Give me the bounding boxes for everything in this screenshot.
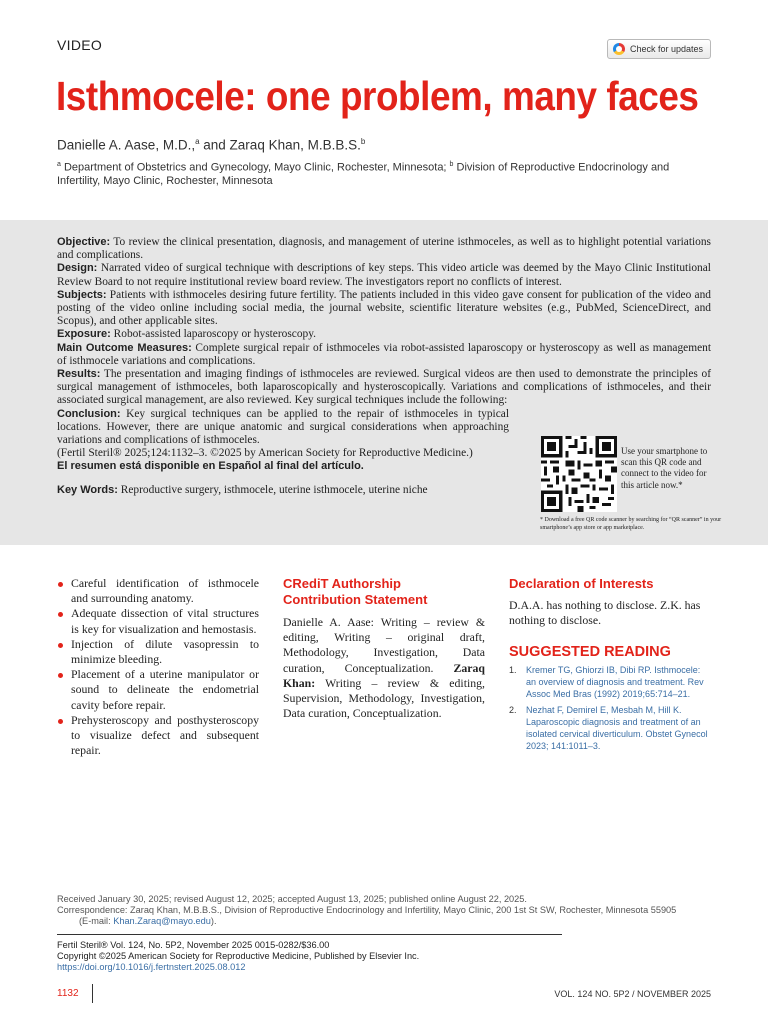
affil-b-marker: b — [449, 161, 454, 168]
check-for-updates-button[interactable] — [607, 39, 711, 59]
abstract-conclusion — [57, 408, 509, 448]
credit-column — [283, 576, 485, 721]
suggested-reading-heading: SUGGESTED READING — [509, 643, 671, 660]
technique-item: Prehysteroscopy and posthysteroscopy to visualize defect and subsequent repair. — [57, 713, 259, 759]
email-label: (E-mail: — [79, 916, 114, 926]
author-1: Danielle A. Aase, M.D., — [57, 137, 196, 153]
section-label: VIDEO — [57, 37, 103, 53]
subjects-text: Patients with isthmoceles desiring future fertility. The patients included in this video gave consent for publication of the video and posting of the video online including social media, the journal website, scientific literature websites (e.g., PubMed, ScienceDirect, and Scopus), and other applicable sites. — [57, 288, 711, 328]
conclusion-label: Conclusion: — [57, 407, 121, 420]
credit-heading-line2: Contribution Statement — [283, 591, 428, 607]
credit-heading — [283, 576, 485, 607]
technique-item: Placement of a uterine manipulator or sound to delineate the endometrial cavity before repair. — [57, 667, 259, 713]
page-number-divider — [92, 984, 93, 1003]
volume-info: VOL. 124 NO. 5P2 / NOVEMBER 2025 — [554, 989, 711, 999]
check-for-updates-label: Check for updates — [630, 44, 704, 54]
received-dates: Received January 30, 2025; revised August 12, 2025; accepted August 13, 2025; published online August 22, 2025. — [57, 894, 527, 904]
qr-footnote: * Download a free QR code scanner by searching for “QR scanner” in your smartphone’s app store or app marketplace. — [540, 517, 722, 531]
article-title: Isthmocele: one problem, many faces — [56, 73, 699, 119]
footer-divider — [57, 934, 562, 935]
page-number: 1132 — [57, 988, 79, 999]
qr-code-icon[interactable] — [541, 436, 617, 512]
declaration-column — [509, 576, 711, 755]
author-1-affil-marker: a — [195, 137, 200, 146]
design-text: Narrated video of surgical technique with descriptions of key steps. This video article was deemed by the Mayo Clinic Institutional Review Board to not require institutional review board review. The investigators report no conflicts of interest. — [57, 262, 711, 288]
abstract-design — [57, 262, 711, 288]
author-line — [57, 137, 365, 153]
subjects-label: Subjects: — [57, 288, 107, 301]
declaration-body: D.A.A. has nothing to disclose. Z.K. has nothing to disclose. — [509, 597, 701, 627]
email-link[interactable]: Khan.Zaraq@mayo.edu — [113, 916, 211, 926]
credit-name-2: Zaraq Khan: — [283, 660, 485, 690]
citation: (Fertil Steril® 2025;124:1132–3. ©2025 by American Society for Reproductive Medicine.) — [57, 447, 473, 460]
key-words — [57, 484, 428, 496]
exposure-label: Exposure: — [57, 328, 111, 341]
keywords-text: Reproductive surgery, isthmocele, uterine isthmocele, uterine niche — [120, 484, 428, 496]
technique-item: Injection of dilute vasopressin to minimize bleeding. — [57, 637, 259, 667]
keywords-label: Key Words: — [57, 484, 118, 496]
exposure-text: Robot-assisted laparoscopy or hysteroscopy. — [113, 328, 317, 341]
publication-info — [57, 940, 419, 973]
abstract-subjects — [57, 289, 711, 329]
measures-label: Main Outcome Measures: — [57, 341, 192, 354]
reference-item[interactable] — [509, 704, 711, 753]
author-2: and Zaraq Khan, M.B.B.S. — [199, 137, 361, 153]
reference-item[interactable] — [509, 664, 711, 701]
affil-a: Department of Obstetrics and Gynecology, Mayo Clinic, Rochester, Minnesota; — [60, 161, 450, 174]
abstract-objective — [57, 236, 711, 262]
qr-instructions: Use your smartphone to scan this QR code and connect to the video for this article now.* — [621, 446, 708, 490]
correspondence: Correspondence: Zaraq Khan, M.B.B.S., Division of Reproductive Endocrinology and Infertility, Mayo Clinic, 200 1st St SW, Rochester, Minnesota 55905 — [57, 905, 677, 915]
abstract-results — [57, 368, 711, 408]
measures-text: Complete surgical repair of isthmoceles via robot-assisted laparoscopy or hysteroscopy as well as management of isthmocele variations and complications. — [57, 341, 711, 367]
reference-link[interactable]: Nezhat F, Demirel E, Mesbah M, Hill K. Laparoscopic diagnosis and treatment of an isolated cervical diverticulum. Obstet Gynecol 2023; 141:1011–3. — [526, 704, 708, 752]
design-label: Design: — [57, 262, 98, 275]
credit-roles-1: Writing – review & editing, Writing – original draft, Methodology, Investigation, Data curation, Conceptualization. — [283, 615, 485, 675]
author-2-affil-marker: b — [360, 137, 366, 146]
journal-citation: Fertil Steril® Vol. 124, No. 5P2, November 2025 0015-0282/$36.00 — [57, 940, 330, 950]
techniques-column — [57, 576, 259, 758]
reference-number: 2. — [509, 704, 517, 715]
email-line — [57, 916, 717, 927]
credit-name-1: Danielle A. Aase: — [283, 615, 374, 629]
credit-roles-2: Writing – review & editing, Supervision, Methodology, Investigation, Data curation, Conceptualization. — [283, 675, 485, 721]
objective-text: To review the clinical presentation, diagnosis, and management of uterine isthmoceles, as well as to highlight potential variations and complications. — [57, 236, 711, 262]
technique-item: Adequate dissection of vital structures is key for visualization and hemostasis. — [57, 606, 259, 636]
affil-b: Division of Reproductive Endocrinology and Infertility, Mayo Clinic, Rochester, Minnesota — [57, 161, 670, 188]
results-text: The presentation and imaging findings of isthmoceles are reviewed. Surgical videos are then used to demonstrate the principles of surgical management of isthmoceles, both laparoscopically and hysteroscopically. Variations and complications of isthmoceles, and their associated surgical management, are also reviewed. Key surgical techniques include the following: — [57, 368, 711, 407]
techniques-list — [57, 576, 259, 758]
credit-statement — [283, 615, 485, 721]
email-end: ). — [210, 916, 217, 926]
objective-label: Objective: — [57, 236, 111, 248]
reference-link[interactable]: Kremer TG, Ghiorzi IB, Dibi RP. Isthmocele: an overview of diagnosis and treatment. Rev Assoc Med Bras (1992) 2019;65:714–21. — [526, 664, 704, 700]
resumen-note: El resumen está disponible en Español al final del artículo. — [57, 460, 364, 473]
affil-a-marker: a — [57, 161, 61, 168]
reference-list — [509, 664, 711, 752]
affiliations — [57, 158, 697, 189]
copyright: Copyright ©2025 American Society for Reproductive Medicine, Published by Elsevier Inc. — [57, 951, 420, 961]
abstract-exposure — [57, 328, 711, 341]
article-footnote — [57, 894, 717, 927]
crossmark-icon — [613, 43, 625, 55]
reference-number: 1. — [509, 664, 517, 675]
results-label: Results: — [57, 368, 101, 381]
conclusion-text: Key surgical techniques can be applied to the repair of isthmoceles in typical locations. However, there are unique anatomic and surgical considerations when approaching variations and complications of isthmoceles. — [57, 407, 509, 447]
credit-heading-line1: CRediT Authorship — [283, 576, 401, 591]
technique-item: Careful identification of isthmocele and surrounding anatomy. — [57, 576, 259, 606]
doi-link[interactable]: https://doi.org/10.1016/j.fertnstert.2025.08.012 — [57, 962, 246, 972]
abstract-measures — [57, 342, 711, 368]
declaration-heading: Declaration of Interests — [509, 576, 654, 591]
